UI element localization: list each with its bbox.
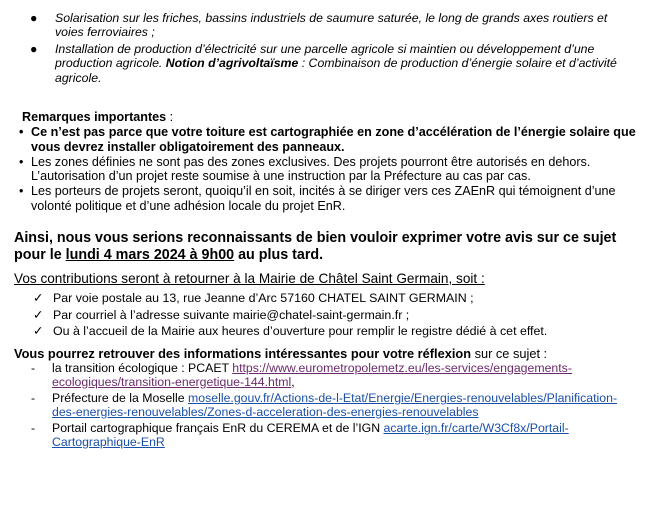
link-label: la transition écologique : PCAET [52, 361, 233, 375]
bullet-icon: • [19, 125, 24, 139]
list-item [19, 125, 639, 155]
dash-icon: - [31, 421, 36, 436]
contributions-list [33, 291, 633, 341]
remark-text: Les porteurs de projets seront, quoiqu’il en soit, incités à se diriger vers ces ZAEnR qui témoignent d’une volonté politique et d’une adhésion locale du projet EnR. [31, 184, 616, 213]
top-bullet-list [30, 11, 638, 87]
list-item [31, 422, 635, 449]
links-list [31, 362, 635, 453]
list-item [30, 42, 638, 85]
checkmark-icon: ✓ [33, 291, 44, 305]
bullet-icon: ● [30, 41, 38, 56]
deadline-paragraph: Ainsi, nous vous serions reconnaissants de bien vouloir exprimer votre avis sur ce sujet pour le lundi 4 mars 2024 à 9h00 au plus tard. [14, 230, 617, 263]
remark-text: Les zones définies ne sont pas des zones exclusives. Des projets pourront être autorisés en dehors. L’autorisation d’un projet reste soumise à une instruction par la Préfecture au cas par cas. [31, 154, 591, 184]
bullet-text: Solarisation sur les friches, bassins industriels de saumure saturée, le long de grands axes routiers et voies ferroviaires ; [55, 11, 608, 40]
prefecture-link[interactable]: moselle.gouv.fr/Actions-de-l-Etat/Energie/Energies-renouvelables/Planification-des-energies-renouvelables/Zones-d-acceleration-des-energies-renouvelables [52, 391, 618, 419]
info-heading: Vous pourrez retrouver des informations intéressantes pour votre réflexion sur ce sujet : [14, 346, 548, 361]
cerema-ign-link[interactable]: acarte.ign.fr/carte/W3Cf8x/Portail-Cartographique-EnR [52, 421, 569, 449]
dash-icon: - [31, 391, 36, 406]
list-item [19, 184, 639, 214]
remarks-list [19, 125, 639, 214]
list-item [30, 11, 638, 40]
list-item [31, 392, 635, 419]
bullet-icon: • [19, 154, 24, 169]
link-label: Préfecture de la Moselle [52, 391, 189, 406]
bullet-icon: ● [30, 11, 38, 25]
list-item: - la transition écologique : PCAET https://www.eurometropolemetz.eu/les-services/engagements-ecologiques/transition-energetique-144.html, [31, 361, 572, 389]
contributions-heading: Vos contributions seront à retourner à la Mairie de Châtel Saint Germain, soit : [14, 271, 485, 286]
remarks-heading: Remarques importantes : [22, 110, 174, 124]
contribution-text: Ou à l’accueil de la Mairie aux heures d’ouverture pour remplir le registre dédié à cet effet. [53, 324, 548, 339]
list-item [33, 324, 633, 340]
bullet-text-rest: : Combinaison de production d’énergie solaire et d’activité agricole. [55, 56, 617, 85]
deadline-date: lundi 4 mars 2024 à 9h00 [65, 247, 235, 263]
link-label: Portail cartographique français EnR du CEREMA et de l’IGN [52, 421, 384, 436]
checkmark-icon: ✓ [33, 324, 44, 339]
bullet-bold-term: Notion d’agrivoltaïsme [165, 56, 299, 71]
list-item [19, 155, 639, 185]
bullet-text: Installation de production d’électricité sur une parcelle agricole si maintien ou développement d’une production agricole. [55, 41, 595, 71]
list-item [33, 308, 633, 324]
remark-text: Ce n’est pas parce que votre toiture est cartographiée en zone d’accélération de l’énergie solaire que vous devrez installer obligatoirement des panneaux. [31, 125, 636, 154]
pcaet-link[interactable]: https://www.eurometropolemetz.eu/les-services/engagements-ecologiques/transition-energetique-144.html [52, 361, 572, 389]
contribution-text: Par voie postale au 13, rue Jeanne d’Arc 57160 CHATEL SAINT GERMAIN ; [53, 291, 474, 305]
list-item [33, 291, 633, 307]
bullet-icon: • [19, 184, 24, 199]
dash-icon: - [31, 361, 36, 375]
contribution-text: Par courriel à l’adresse suivante mairie@chatel-saint-germain.fr ; [53, 307, 410, 322]
checkmark-icon: ✓ [33, 307, 44, 322]
